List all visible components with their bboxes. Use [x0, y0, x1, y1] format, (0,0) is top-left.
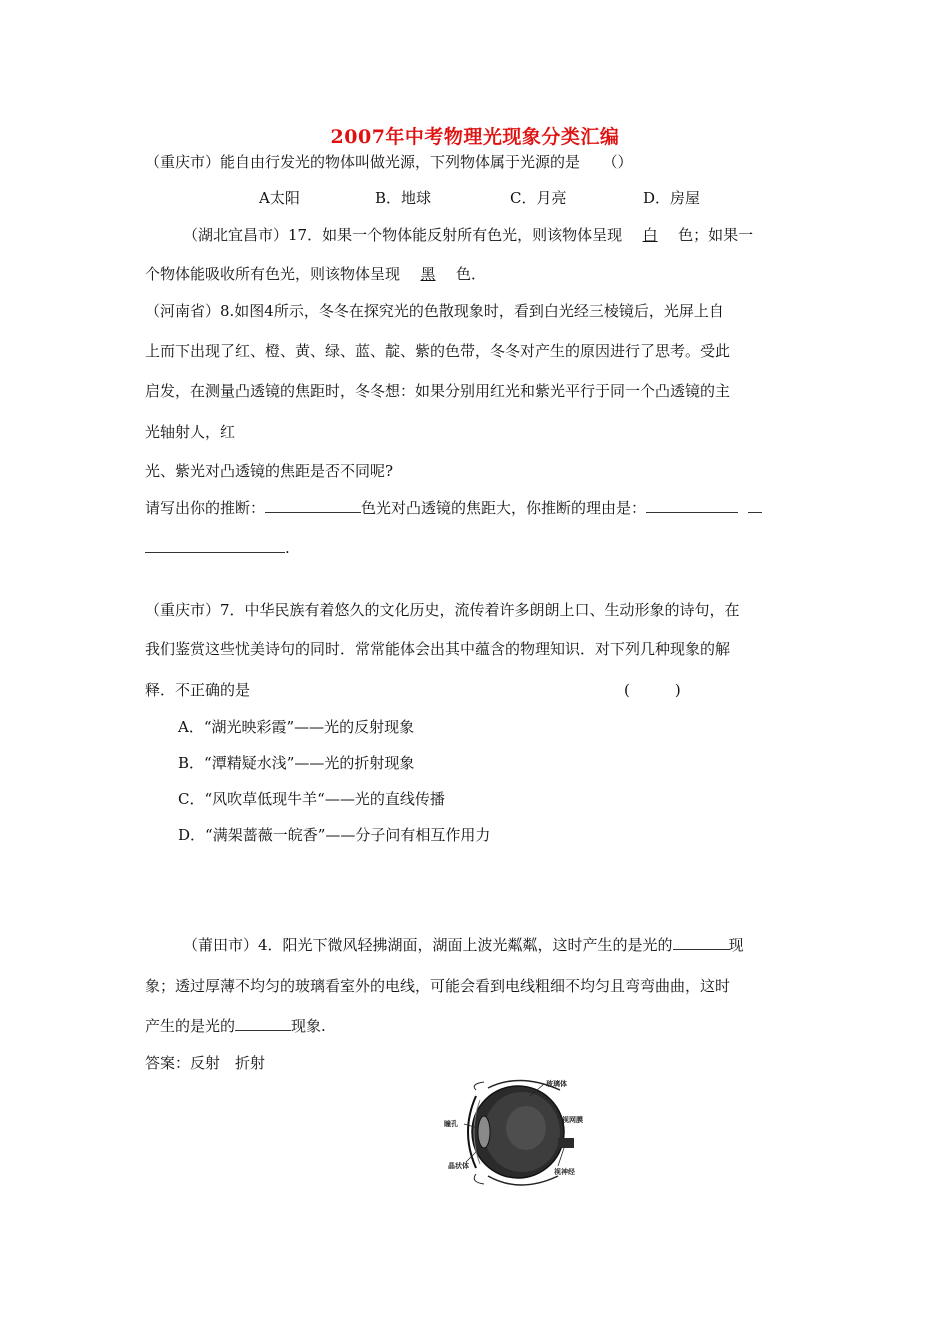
q5-answer: 答案：反射 折射: [145, 1054, 266, 1072]
q1-stem: （重庆市）能自由行发光的物体叫做光源，下列物体属于光源的是 （）: [145, 153, 633, 171]
q3-line-3: 启发，在测量凸透镜的焦距时，冬冬想：如果分别用红光和紫光平行于同一个凸透镜的主: [145, 382, 731, 400]
q5-line-1: [183, 935, 744, 955]
q3-line-4: 光轴射人，红: [145, 423, 236, 441]
document-title: 2007年中考物理光现象分类汇编: [330, 126, 620, 148]
lower-lid: [474, 1174, 484, 1184]
label-optic-nerve: 视神经: [554, 1168, 575, 1176]
q3-end-period: .: [285, 539, 290, 557]
label-vitreous: 玻璃体: [546, 1080, 567, 1088]
eye-diagram: [440, 1076, 590, 1192]
q2-line-2: [145, 264, 486, 284]
q5-text-3b: 现象.: [291, 1017, 326, 1035]
q1-option-b: B．地球: [375, 189, 432, 207]
q3-line-5: 光、紫光对凸透镜的焦距是否不同呢?: [145, 462, 394, 480]
q3-ask-text-2: 色光对凸透镜的焦距大，你推断的理由是：: [361, 499, 647, 517]
lens-shape: [478, 1116, 490, 1148]
label-lens: 晶状体: [448, 1162, 469, 1170]
q1-option-a: A太阳: [259, 189, 300, 207]
q3-reason-line: [145, 538, 290, 558]
label-pupil: 瞳孔: [444, 1120, 458, 1128]
q4-option-b: B．“潭精疑水浅”——光的折射现象: [178, 754, 415, 772]
q2-text-2: 色；如果一: [678, 226, 754, 244]
q3-blank-reason-c[interactable]: [145, 538, 285, 553]
q3-ask-text-1: 请写出你的推断：: [145, 499, 266, 517]
q5-line-3: [145, 1016, 326, 1036]
q3-blank-color[interactable]: [265, 498, 361, 513]
label-retina: 视网膜: [562, 1116, 583, 1124]
q2-text-3: 个物体能吸收所有色光，则该物体呈现: [145, 265, 401, 283]
upper-lid: [474, 1082, 484, 1090]
q2-text-1: （湖北宜昌市）17．如果一个物体能反射所有色光，则该物体呈现: [183, 226, 623, 244]
q1-option-d: D．房屋: [643, 189, 701, 207]
vitreous-shading: [506, 1106, 546, 1150]
q3-blank-reason-a[interactable]: [646, 498, 738, 513]
q4-option-d: D．“满架蔷薇一皖香”——分子问有相互作用力: [178, 826, 491, 844]
q5-text-1b: 现: [728, 936, 744, 954]
q4-line-1: （重庆市）7．中华民族有着悠久的文化历史，流传着许多朗朗上口、生动形象的诗句，在: [145, 601, 740, 619]
optic-nerve-shape: [558, 1138, 574, 1148]
q1-option-c: C．月亮: [510, 189, 567, 207]
q3-line-1: （河南省）8.如图4所示，冬冬在探究光的色散现象时，看到白光经三棱镜后，光屏上自: [145, 302, 724, 320]
q2-answer-white: 白: [642, 226, 658, 244]
q5-text-1a: （莆田市）4．阳光下微风轻拂湖面，湖面上波光粼粼，这时产生的是光的: [183, 936, 673, 954]
q5-text-3a: 产生的是光的: [145, 1017, 236, 1035]
q4-option-a: A．“湖光映彩霞”——光的反射现象: [178, 718, 415, 736]
q2-line-1: [183, 225, 753, 245]
q5-line-2: 象；透过厚薄不均匀的玻璃看室外的电线，可能会看到电线粗细不均匀且弯弯曲曲，这时: [145, 977, 731, 995]
q2-answer-black: 黑: [420, 265, 436, 283]
q3-line-2: 上而下出现了红、橙、黄、绿、蓝、靛、紫的色带，冬冬对产生的原因进行了思考。受此: [145, 342, 731, 360]
q3-blank-reason-b[interactable]: [748, 498, 762, 513]
q4-option-c: C．“风吹草低现牛羊“——光的直线传播: [178, 790, 445, 808]
q4-line-3: 释．不正确的是: [145, 681, 251, 699]
q4-answer-paren: ( ): [624, 681, 681, 699]
q4-line-2: 我们鉴赏这些忧美诗句的同时．常常能体会出其中蕴含的物理知识．对下列几种现象的解: [145, 640, 731, 658]
q3-question: [145, 498, 762, 518]
q2-text-4: 色．: [456, 265, 487, 283]
q5-blank-2[interactable]: [235, 1016, 291, 1031]
q5-blank-1[interactable]: [673, 935, 729, 950]
